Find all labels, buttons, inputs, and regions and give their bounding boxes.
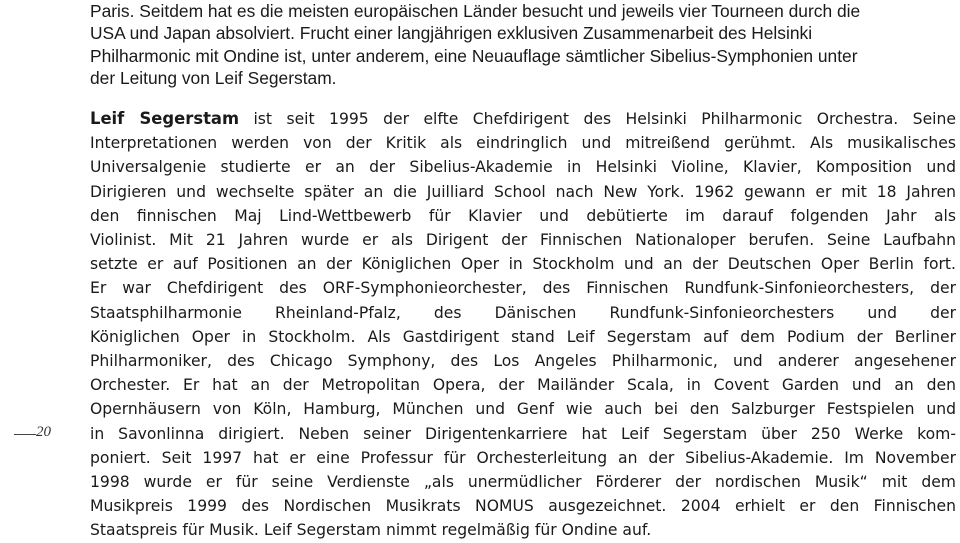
text-line: setzte er auf Positionen an der Königlichen Oper in Stockholm und an der Deutschen Oper Berlin fort. — [90, 255, 956, 274]
text-line: Philharmonic mit Ondine ist, unter anderem, eine Neuauflage sämtlicher Sibelius-Symphonien unter — [90, 45, 858, 66]
text-line: Musikpreis 1999 des Nordischen Musikrats NOMUS ausgezeichnet. 2004 erhielt er den Finnischen — [90, 497, 956, 516]
text-line: Orchester. Er hat an der Metropolitan Opera, der Mailänder Scala, in Covent Garden und an den — [90, 376, 956, 395]
page-number-marker — [14, 424, 74, 444]
text-line: Staatspreis für Musik. Leif Segerstam nimmt regelmäßig für Ondine auf. — [90, 521, 652, 540]
text-line: Dirigieren und wechselte später an die Juilliard School nach New York. 1962 gewann er mit 18 Jahren — [90, 182, 956, 201]
text-line: 1998 wurde er für seine Verdienste „als unermüdlicher Förderer der nordischen Musik“ mit dem — [90, 473, 956, 492]
text-line: Universalgenie studierte er an der Sibelius-Akademie in Helsinki Violine, Klavier, Komposition und — [90, 158, 956, 177]
text-line: Philharmoniker, des Chicago Symphony, des Los Angeles Philharmonic, und anderer angesehener — [90, 352, 956, 371]
intro-paragraph — [90, 0, 956, 89]
page-number-rule — [14, 434, 36, 435]
text-run: ist seit 1995 der elfte Chefdirigent des Helsinki Philharmonic Orchestra. Seine — [239, 110, 956, 128]
text-line: Königlichen Oper in Stockholm. Als Gastdirigent stand Leif Segerstam auf dem Podium der Berliner — [90, 327, 956, 346]
text-line: Violinist. Mit 21 Jahren wurde er als Dirigent der Finnischen Nationaloper berufen. Seine Laufbahn — [90, 231, 956, 250]
text-line: Interpretationen werden von der Kritik als eindringlich und mitreißend gerühmt. Als musikalisches — [90, 134, 956, 153]
text-line: Er war Chefdirigent des ORF-Symphonieorchester, des Finnischen Rundfunk-Sinfonieorchesters, der — [90, 279, 956, 298]
text-line: Staatsphilharmonie Rheinland-Pfalz, des Dänischen Rundfunk-Sinfonieorchesters und der — [90, 303, 956, 322]
text-line: Paris. Seitdem hat es die meisten europäischen Länder besucht und jeweils vier Tourneen durch die — [90, 1, 861, 21]
text-line — [90, 107, 956, 131]
conductor-name: Leif Segerstam — [90, 109, 240, 128]
text-line: poniert. Seit 1997 hat er eine Professur für Orchesterleitung an der Sibelius-Akademie. Im November — [90, 448, 956, 467]
text-line: USA und Japan absolviert. Frucht einer langjährigen exklusiven Zusammenarbeit des Helsinki — [90, 23, 813, 44]
text-line: der Leitung von Leif Segerstam. — [90, 67, 337, 88]
text-line: in Savonlinna dirigiert. Neben seiner Dirigentenkarriere hat Leif Segerstam über 250 Werke kom- — [90, 424, 956, 443]
text-line: Opernhäusern von Köln, Hamburg, München und Genf wie auch bei den Salzburger Festspielen und — [90, 400, 956, 419]
text-line: den finnischen Maj Lind-Wettbewerb für Klavier und debütierte im darauf folgenden Jahr als — [90, 206, 956, 225]
biography-paragraph — [90, 107, 956, 543]
page-number: 20 — [36, 424, 51, 440]
